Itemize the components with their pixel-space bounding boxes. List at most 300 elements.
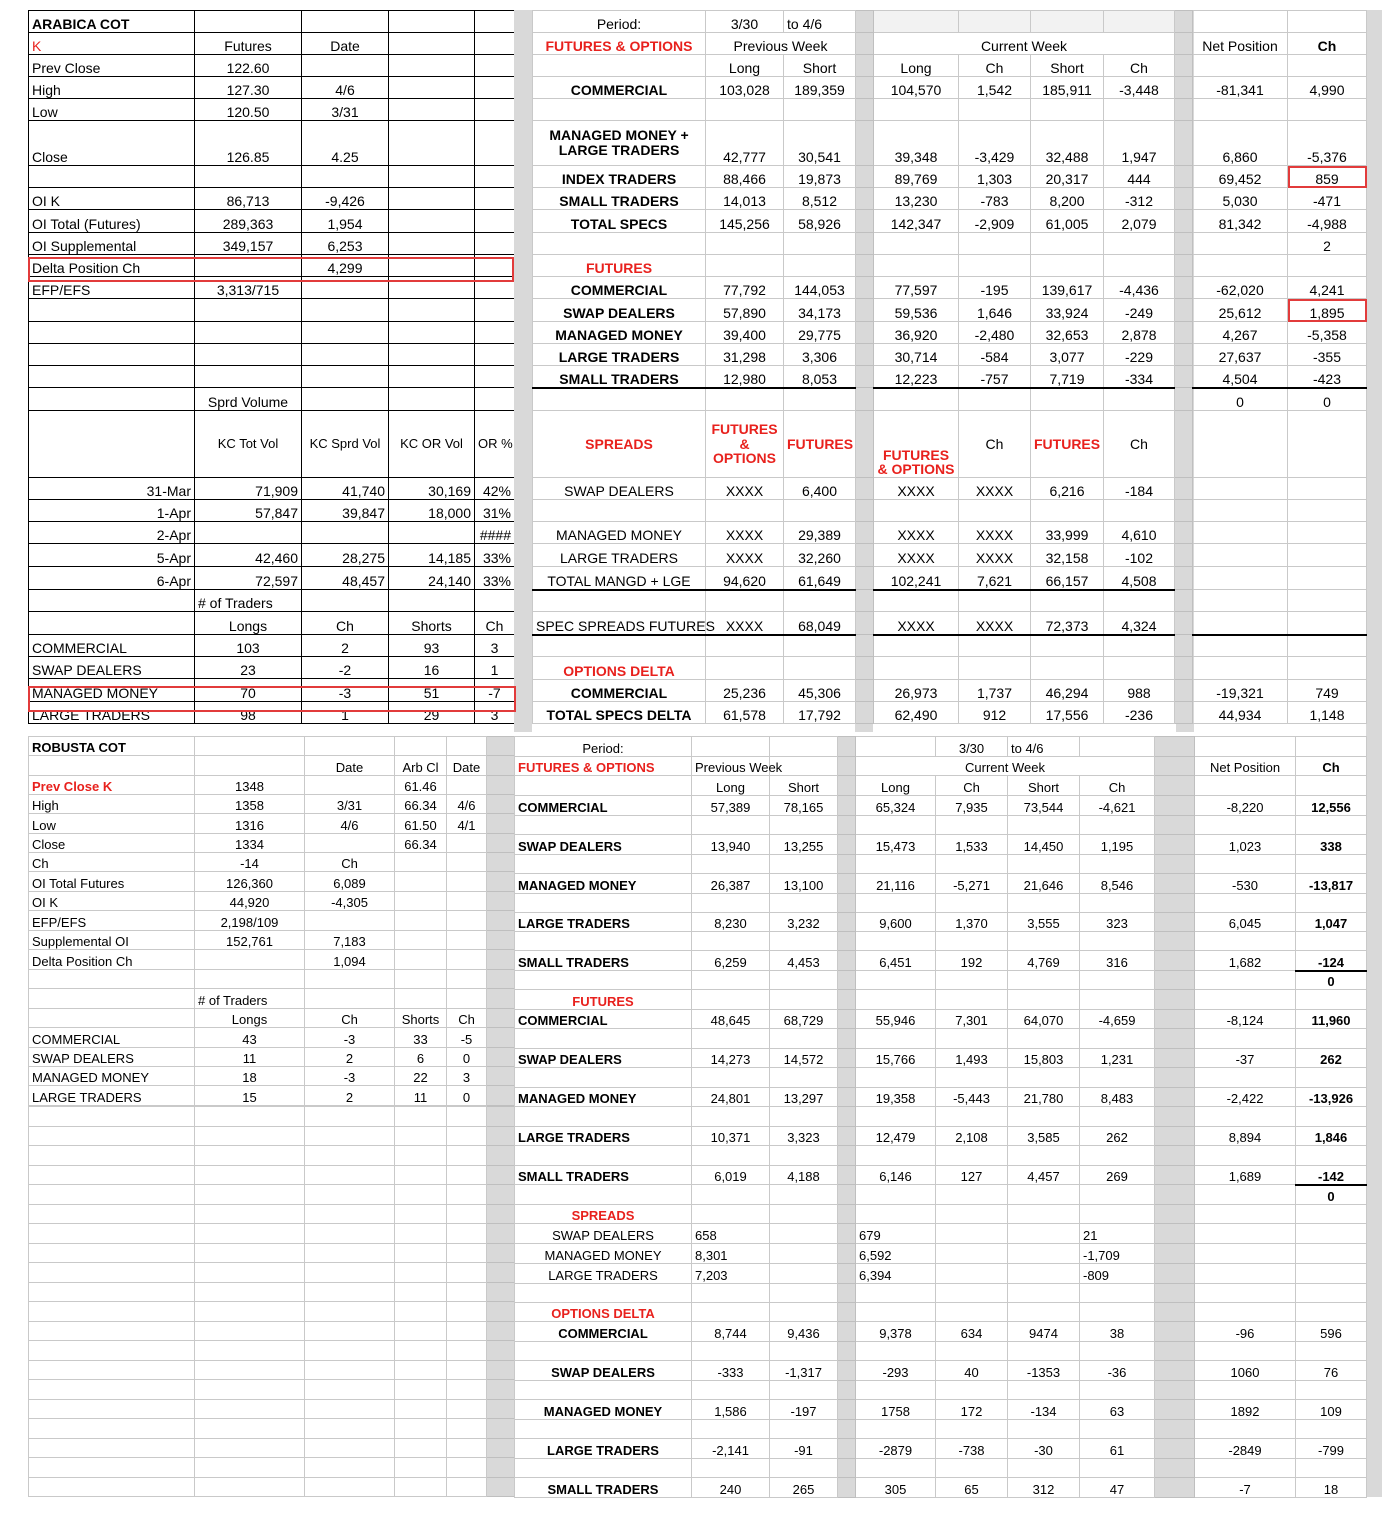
volume-value: 33%: [475, 544, 515, 567]
cell-value: XXXX: [706, 522, 784, 544]
column-header: Shorts: [395, 1009, 447, 1028]
arabica-title: ARABICA COT: [29, 11, 195, 33]
section-label: FUTURES: [515, 990, 692, 1010]
robusta-empty-rows: [28, 1106, 515, 1497]
section-label: FUTURES & OPTIONS: [533, 33, 706, 55]
cell-value: XXXX: [959, 612, 1031, 635]
cell-value: -5,376: [1288, 121, 1367, 166]
cell-value: -4,659: [1080, 1010, 1155, 1029]
row-label: SWAP DEALERS: [533, 478, 706, 500]
blank-row: [515, 894, 1367, 913]
blank-row: [515, 1068, 1367, 1088]
cell-value: 192: [936, 951, 1008, 971]
cell-value: 3,585: [1008, 1127, 1080, 1146]
cell-value: -5,271: [936, 874, 1008, 894]
cell-value: 127: [936, 1166, 1008, 1185]
cell-value: XXXX: [874, 544, 959, 567]
volume-date: 6-Apr: [29, 567, 195, 590]
cell-value: 103,028: [706, 77, 784, 99]
cell-value: 8,483: [1080, 1088, 1155, 1107]
row-label: COMMERCIAL: [515, 796, 692, 816]
date-header: Date: [305, 756, 395, 776]
cell-value: 1892: [1195, 1400, 1296, 1420]
cell-value: 7,183: [305, 931, 395, 950]
trader-value: 11: [195, 1048, 305, 1067]
row-label: SPEC SPREADS FUTURES: [533, 612, 706, 635]
trader-value: 29: [389, 702, 475, 724]
cell-value: 1348: [195, 776, 305, 795]
cell-value: 269: [1080, 1166, 1155, 1185]
cell-value: 88,466: [706, 166, 784, 188]
trader-value: 51: [389, 679, 475, 702]
cell-value: 14,572: [770, 1049, 838, 1068]
trader-label: LARGE TRADERS: [29, 702, 195, 724]
cell-value: 61,005: [1031, 210, 1104, 233]
table-row: [515, 951, 1367, 971]
cell-value: 102,241: [874, 567, 959, 590]
cell-value: 658: [692, 1224, 770, 1244]
period-row: [515, 737, 1367, 757]
cell-value: 89,769: [874, 166, 959, 188]
cell-value: 13,255: [770, 835, 838, 855]
row-label: Delta Position Ch: [29, 255, 195, 277]
cell-value: 14,450: [1008, 835, 1080, 855]
traders-row: [29, 657, 515, 679]
cell-value: -423: [1288, 366, 1367, 388]
futures-value: 289,363: [195, 210, 302, 233]
futures-value: 122.60: [195, 55, 302, 77]
trader-value: 3: [475, 702, 515, 724]
cell-value: 13,297: [770, 1088, 838, 1107]
futures-value: 120.50: [195, 99, 302, 121]
cell-value: 10,371: [692, 1127, 770, 1146]
table-row: [515, 1244, 1367, 1264]
trader-value: 15: [195, 1086, 305, 1106]
cell-value: 8,230: [692, 913, 770, 932]
cell-value: 26,387: [692, 874, 770, 894]
cell-value: 1,737: [959, 680, 1031, 702]
cell-value: [305, 911, 395, 931]
cell-value: 78,165: [770, 796, 838, 816]
row-label: COMMERCIAL: [533, 680, 706, 702]
volume-value: [302, 522, 389, 544]
column-header: Longs: [195, 1009, 305, 1028]
blank-row: [515, 1146, 1367, 1166]
volume-row: [29, 522, 515, 544]
blank-row: [515, 1420, 1367, 1439]
cell-value: 21,646: [1008, 874, 1080, 894]
column-header: Long: [856, 776, 936, 796]
cell-value: 6,400: [784, 478, 856, 500]
table-row: [533, 77, 1367, 99]
cell-value: 12,980: [706, 366, 784, 388]
cell-value: -1,317: [770, 1361, 838, 1381]
blank-row: [515, 816, 1367, 835]
row-label: SWAP DEALERS: [533, 299, 706, 322]
volume-row: [29, 567, 515, 590]
cell-value: 25,612: [1193, 299, 1288, 322]
cell-value: 265: [770, 1478, 838, 1498]
net-position-header: Net Position: [1195, 757, 1296, 776]
cell-value: 145,256: [706, 210, 784, 233]
trader-label: LARGE TRADERS: [29, 1086, 195, 1106]
trader-value: -3: [302, 679, 389, 702]
cell-value: -62,020: [1193, 277, 1288, 299]
cell-value: 12,556: [1296, 796, 1367, 816]
table-row: [29, 121, 515, 166]
cell-value: 40: [936, 1361, 1008, 1381]
row-label: LARGE TRADERS: [515, 913, 692, 932]
week-header-row: [533, 33, 1367, 55]
cell-value: 1,947: [1104, 121, 1175, 166]
date-header: Date: [447, 756, 487, 776]
trader-label: SWAP DEALERS: [29, 1048, 195, 1067]
cell-value: 1,303: [959, 166, 1031, 188]
table-row: [29, 210, 515, 233]
robusta-summary-table: [28, 736, 515, 1106]
cell-value: 15,473: [856, 835, 936, 855]
cell-value: 1758: [856, 1400, 936, 1420]
table-row: [533, 478, 1367, 500]
cell-value: 2,198/109: [195, 911, 305, 931]
period-label: Period:: [533, 11, 706, 33]
row-label: SMALL TRADERS: [533, 188, 706, 210]
table-row: [515, 1088, 1367, 1107]
volume-date: 2-Apr: [29, 522, 195, 544]
cell-value: -184: [1104, 478, 1175, 500]
cell-value: 596: [1296, 1322, 1367, 1342]
row-label: OI Total (Futures): [29, 210, 195, 233]
cell-value: 32,158: [1031, 544, 1104, 567]
trader-value: 22: [395, 1067, 447, 1086]
cell-value: 4/6: [305, 814, 395, 834]
column-header: Short: [784, 55, 856, 77]
cell-value: 68,729: [770, 1010, 838, 1029]
cell-value: [447, 776, 487, 795]
trader-value: 23: [195, 657, 302, 679]
period-label: Period:: [515, 737, 692, 757]
cell-value: 24,801: [692, 1088, 770, 1107]
cell-value: 8,053: [784, 366, 856, 388]
trader-value: 98: [195, 702, 302, 724]
trader-value: -3: [305, 1067, 395, 1086]
table-row: [515, 1478, 1367, 1498]
table-row: [29, 872, 515, 892]
cell-value: 8,894: [1195, 1127, 1296, 1146]
cell-value: 9,600: [856, 913, 936, 932]
cell-value: -36: [1080, 1361, 1155, 1381]
column-header: Long: [692, 776, 770, 796]
cell-value: 45,306: [784, 680, 856, 702]
sprd-volume-label: Sprd Volume: [195, 388, 302, 411]
cell-value: 262: [1296, 1049, 1367, 1068]
column-header: Ch: [1104, 411, 1175, 478]
spreads-section-row: [515, 1205, 1367, 1224]
cell-value: 2,878: [1104, 322, 1175, 344]
cell-value: 13,230: [874, 188, 959, 210]
trader-value: 103: [195, 635, 302, 657]
volume-value: [389, 522, 475, 544]
cell-value: -2,480: [959, 322, 1031, 344]
blank-row: [515, 1107, 1367, 1127]
cell-value: 12,223: [874, 366, 959, 388]
cell-value: 316: [1080, 951, 1155, 971]
trader-value: 6: [395, 1048, 447, 1067]
traders-header-row: [29, 612, 515, 635]
robusta-cot-panel: [514, 736, 1367, 1498]
trader-value: 16: [389, 657, 475, 679]
table-row: [515, 1361, 1367, 1381]
cell-value: 8,200: [1031, 188, 1104, 210]
volume-date: 5-Apr: [29, 544, 195, 567]
date-value: [302, 55, 389, 77]
volume-value: 39,847: [302, 500, 389, 522]
row-label: LARGE TRADERS: [515, 1264, 692, 1284]
trader-value: 11: [395, 1086, 447, 1106]
volume-value: 28,275: [302, 544, 389, 567]
arabica-cot-table: [532, 10, 1367, 724]
arabica-title-row: [29, 11, 515, 33]
cell-value: 4,241: [1288, 277, 1367, 299]
cell-value: 4,324: [1104, 612, 1175, 635]
table-row: [533, 680, 1367, 702]
robusta-title-row: [29, 737, 515, 756]
cell-value: XXXX: [959, 522, 1031, 544]
cell-value: -14: [195, 853, 305, 872]
cell-value: 55,946: [856, 1010, 936, 1029]
cell-value: 59,536: [874, 299, 959, 322]
trader-value: 1: [475, 657, 515, 679]
futures-value: 86,713: [195, 188, 302, 210]
cell-value: 21,780: [1008, 1088, 1080, 1107]
cell-value: 4,769: [1008, 951, 1080, 971]
traders-row: [29, 1028, 515, 1048]
cell-value: XXXX: [874, 478, 959, 500]
cell-value: 66.34: [395, 834, 447, 853]
cell-value: -81,341: [1193, 77, 1288, 99]
trader-value: 33: [395, 1028, 447, 1048]
table-row: [29, 892, 515, 911]
cell-value: -4,305: [305, 892, 395, 911]
table-row: [29, 950, 515, 970]
table-row: [515, 1010, 1367, 1029]
cell-value: [447, 911, 487, 931]
table-row: [29, 931, 515, 950]
row-label: COMMERCIAL: [533, 77, 706, 99]
zero-check-row: [515, 1185, 1367, 1205]
cell-value: 29,389: [784, 522, 856, 544]
cell-value: 3,077: [1031, 344, 1104, 366]
blank-row: [515, 1459, 1367, 1478]
column-header: Ch: [447, 1009, 487, 1028]
table-row: [515, 1224, 1367, 1244]
column-header: Long: [706, 55, 784, 77]
trader-label: SWAP DEALERS: [29, 657, 195, 679]
trader-value: 3: [475, 635, 515, 657]
cell-value: 1,370: [936, 913, 1008, 932]
cell-value: 749: [1288, 680, 1367, 702]
period-from: 3/30: [936, 737, 1008, 757]
options-delta-section-row: [515, 1303, 1367, 1322]
row-label: Prev Close: [29, 55, 195, 77]
date-value: 3/31: [302, 99, 389, 121]
table-row: [29, 776, 515, 795]
traders-row: [29, 1067, 515, 1086]
cell-value: 1,682: [1195, 951, 1296, 971]
futures-value: [195, 255, 302, 277]
cell-value: 19,358: [856, 1088, 936, 1107]
cell-value: 8,744: [692, 1322, 770, 1342]
cell-value: 47: [1080, 1478, 1155, 1498]
cell-value: -229: [1104, 344, 1175, 366]
cell-value: 4,508: [1104, 567, 1175, 590]
cell-value: 172: [936, 1400, 1008, 1420]
previous-week-header: Previous Week: [706, 33, 856, 55]
cell-value: 323: [1080, 913, 1155, 932]
column-header: Ch: [305, 1009, 395, 1028]
cell-value: 61: [1080, 1439, 1155, 1459]
traders-header-row: [29, 1009, 515, 1028]
row-label: SWAP DEALERS: [515, 835, 692, 855]
row-label: LARGE TRADERS: [533, 544, 706, 567]
cell-value: 39,400: [706, 322, 784, 344]
cell-value: [395, 892, 447, 911]
cell-value: -1353: [1008, 1361, 1080, 1381]
arabica-cot-panel: [532, 10, 1367, 724]
date-value: 4.25: [302, 121, 389, 166]
cell-value: 1060: [1195, 1361, 1296, 1381]
trader-label: COMMERCIAL: [29, 635, 195, 657]
futures-value: 349,157: [195, 233, 302, 255]
cell-value: XXXX: [874, 612, 959, 635]
row-label: EFP/EFS: [29, 277, 195, 299]
cell-value: -333: [692, 1361, 770, 1381]
trader-value: 2: [305, 1086, 395, 1106]
trader-value: 18: [195, 1067, 305, 1086]
cell-value: -236: [1104, 702, 1175, 724]
cell-value: XXXX: [706, 478, 784, 500]
volume-row: [29, 544, 515, 567]
cell-value: -30: [1008, 1439, 1080, 1459]
cell-value: [305, 776, 395, 795]
trader-label: MANAGED MONEY: [29, 1067, 195, 1086]
cell-value: 312: [1008, 1478, 1080, 1498]
cell-value: -355: [1288, 344, 1367, 366]
row-label: MANAGED MONEY: [515, 1244, 692, 1264]
cell-value: 36,920: [874, 322, 959, 344]
cell-value: 6,592: [856, 1244, 936, 1264]
cell-value: [395, 950, 447, 970]
volume-value: 71,909: [195, 478, 302, 500]
traders-row: [29, 1086, 515, 1106]
check-value: 0: [1193, 388, 1288, 411]
table-row: [515, 1400, 1367, 1420]
section-label: SPREADS: [533, 411, 706, 478]
volume-value: 42%: [475, 478, 515, 500]
volume-value: [195, 522, 302, 544]
column-header: FUTURES: [1031, 411, 1104, 478]
row-label: SWAP DEALERS: [515, 1224, 692, 1244]
cell-value: 57,389: [692, 796, 770, 816]
cell-value: -19,321: [1193, 680, 1288, 702]
cell-value: 63: [1080, 1400, 1155, 1420]
cell-value: 33,999: [1031, 522, 1104, 544]
volume-row: [29, 478, 515, 500]
cell-value: 46,294: [1031, 680, 1104, 702]
cell-value: 4,267: [1193, 322, 1288, 344]
arabica-header-row: [29, 33, 515, 55]
cell-value: 185,911: [1031, 77, 1104, 99]
row-label: SWAP DEALERS: [515, 1361, 692, 1381]
column-header: KC OR Vol: [389, 411, 475, 478]
cell-value: 44,934: [1193, 702, 1288, 724]
sprd-volume-row: [29, 388, 515, 411]
robusta-header-row: [29, 756, 515, 776]
date-value: 4/6: [302, 77, 389, 99]
table-row: [515, 1439, 1367, 1459]
cell-value: 3/31: [305, 795, 395, 814]
cell-value: 27,637: [1193, 344, 1288, 366]
long-short-header-row: [515, 776, 1367, 796]
column-header: Short: [1031, 55, 1104, 77]
spreads-header-row: [533, 411, 1367, 478]
table-row: [533, 121, 1367, 166]
volume-value: 72,597: [195, 567, 302, 590]
volume-date: 1-Apr: [29, 500, 195, 522]
traders-title: # of Traders: [195, 989, 305, 1009]
volume-value: 24,140: [389, 567, 475, 590]
cell-value: [395, 911, 447, 931]
table-row: [533, 322, 1367, 344]
blank-row: [515, 1029, 1367, 1049]
cell-value: 142,347: [874, 210, 959, 233]
cell-value: -4,436: [1104, 277, 1175, 299]
cell-value: 94,620: [706, 567, 784, 590]
cell-value: 6,451: [856, 951, 936, 971]
cell-value: -530: [1195, 874, 1296, 894]
trader-label: COMMERCIAL: [29, 1028, 195, 1048]
column-header: OR %: [475, 411, 515, 478]
cell-value: -783: [959, 188, 1031, 210]
cell-value: 1,533: [936, 835, 1008, 855]
cell-value: 6,089: [305, 872, 395, 892]
blank-row: [515, 932, 1367, 951]
cell-value: 61,578: [706, 702, 784, 724]
cell-value: 1,646: [959, 299, 1031, 322]
cell-value: -471: [1288, 188, 1367, 210]
row-label: SMALL TRADERS: [515, 951, 692, 971]
cell-value: 1,094: [305, 950, 395, 970]
cell-value: -312: [1104, 188, 1175, 210]
table-row: [515, 874, 1367, 894]
column-header: FUTURES: [784, 411, 856, 478]
trader-value: 43: [195, 1028, 305, 1048]
cell-value: 1316: [195, 814, 305, 834]
column-header: Ch: [936, 776, 1008, 796]
column-separator: [1366, 10, 1382, 1497]
robusta-summary-panel: [28, 736, 515, 1497]
check-value: 2: [1288, 233, 1367, 255]
cell-value: 912: [959, 702, 1031, 724]
volume-value: 30,169: [389, 478, 475, 500]
section-label: FUTURES & OPTIONS: [515, 757, 692, 776]
column-header: FUTURES & OPTIONS: [874, 411, 959, 478]
row-label: Low: [29, 99, 195, 121]
cell-value: 19,873: [784, 166, 856, 188]
table-row: [29, 55, 515, 77]
trader-label: MANAGED MONEY: [29, 679, 195, 702]
cell-value: -2849: [1195, 1439, 1296, 1459]
